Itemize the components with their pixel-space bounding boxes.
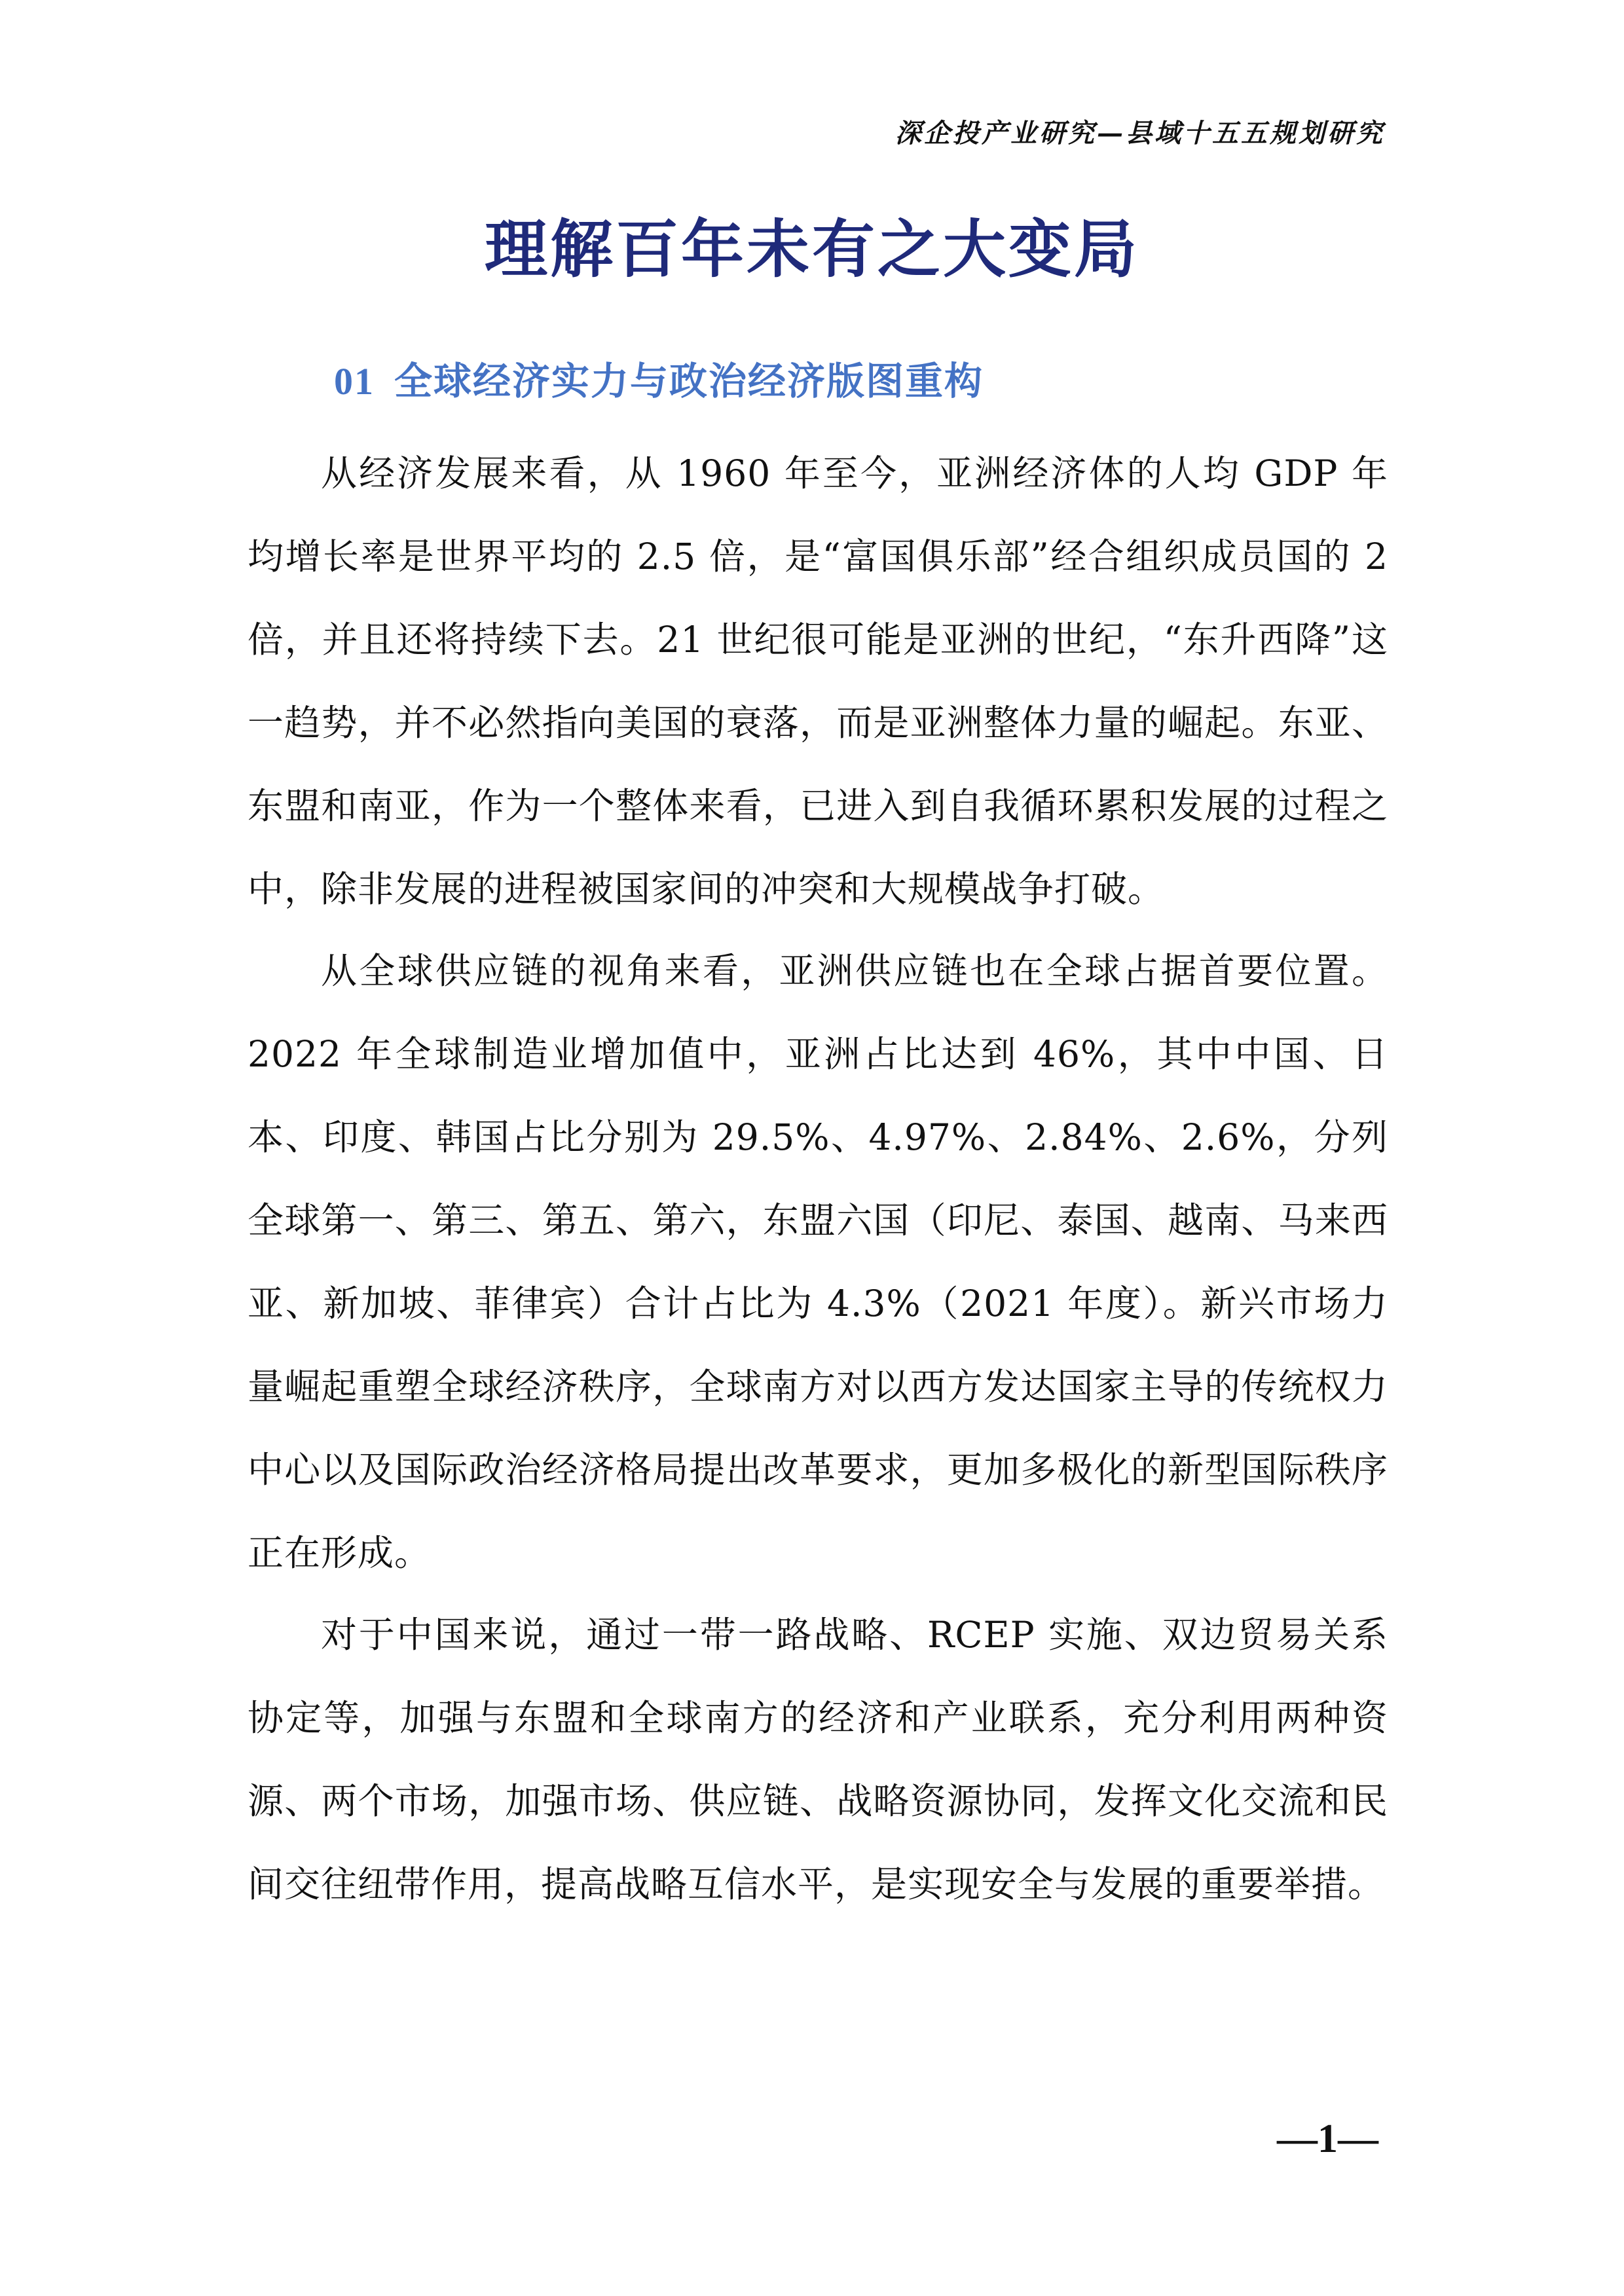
section-number: 01 (334, 360, 375, 403)
page-title: 理解百年未有之大变局 (485, 213, 1139, 286)
section-title: 全球经济实力与政治经济版图重构 (394, 359, 984, 403)
paragraph-supply-chain: 从全球供应链的视角来看，亚洲供应链也在全球占据首要位置。2022 年全球制造业增加值中，亚洲占比达到 46%，其中中国、日本、印度、韩国占比分别为 29.5%、4.97%、2.84%、2.6%，分列全球第一、第三、第五、第六，东盟六国（印尼、泰国、越南、马来西亚、新加坡、菲律宾）合计占比为 4.3%（2021 年度）。新兴市场力量崛起重塑全球经济秩序，全球南方对以西方发达国家主导的传统权力中心以及国际政治经济格局提出改革要求，更加多极化的新型国际秩序正在形成。 (248, 950, 1388, 1574)
page-number: —1— (1277, 2117, 1378, 2161)
running-header: 深企投产业研究—县域十五五规划研究 (895, 118, 1385, 149)
document-body (248, 426, 1388, 1925)
section-heading (334, 350, 984, 405)
paragraph-economic-development: 从经济发展来看，从 1960 年至今，亚洲经济体的人均 GDP 年均增长率是世界平均的 2.5 倍，是“富国俱乐部”经合组织成员国的 2 倍，并且还将持续下去。21 世纪很可能是亚洲的世纪，“东升西降”这一趋势，并不必然指向美国的衰落，而是亚洲整体力量的崛起。东亚、东盟和南亚，作为一个整体来看，已进入到自我循环累积发展的过程之中，除非发展的进程被国家间的冲突和大规模战争打破。 (248, 452, 1388, 910)
paragraph-china-strategy: 对于中国来说，通过一带一路战略、RCEP 实施、双边贸易关系协定等，加强与东盟和全球南方的经济和产业联系，充分利用两种资源、两个市场，加强市场、供应链、战略资源协同，发挥文化交流和民间交往纽带作用，提高战略互信水平，是实现安全与发展的重要举措。 (248, 1614, 1388, 1905)
